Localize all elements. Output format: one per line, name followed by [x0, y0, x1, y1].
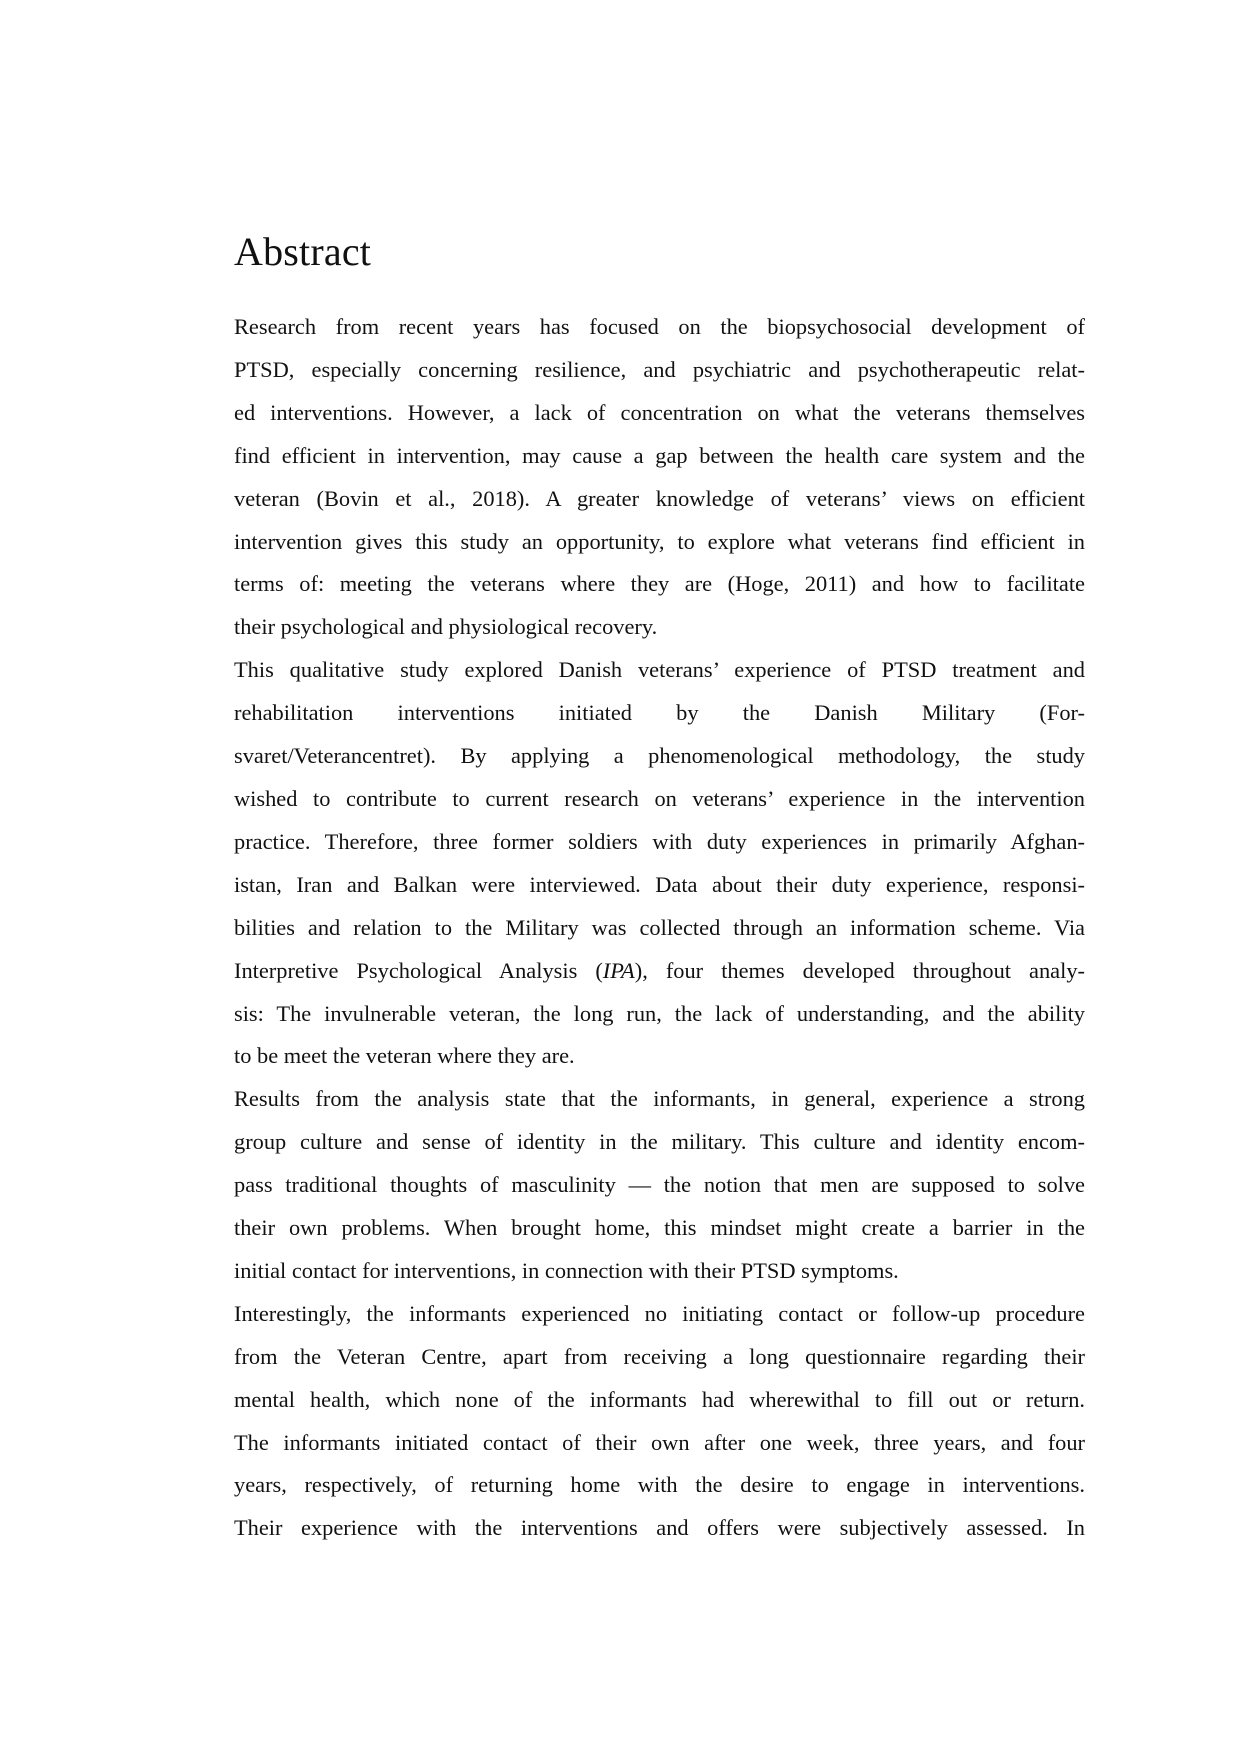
text-line: Results from the analysis state that the informants, in general, experience a strong	[234, 1086, 1085, 1112]
text-line: PTSD, especially concerning resilience, and psychiatric and psychotherapeutic relat-	[234, 356, 1085, 382]
text-line: terms of: meeting the veterans where they are (Hoge, 2011) and how to facilitate	[234, 571, 1085, 597]
text-line: years, respectively, of returning home with the desire to engage in interventions.	[234, 1472, 1085, 1498]
text-line: mental health, which none of the informants had wherewithal to fill out or return.	[234, 1386, 1085, 1412]
text-line: bilities and relation to the Military was collected through an information scheme. Via	[234, 914, 1085, 940]
text-line: This qualitative study explored Danish veterans’ experience of PTSD treatment and	[234, 657, 1085, 683]
text-line: intervention gives this study an opportunity, to explore what veterans find efficient in	[234, 528, 1085, 554]
text-line: find efficient in intervention, may cause a gap between the health care system and the	[234, 442, 1085, 468]
text-line: istan, Iran and Balkan were interviewed. Data about their duty experience, responsi-	[234, 871, 1085, 897]
text-line-ipa	[234, 950, 1085, 993]
text-line: svaret/Veterancentret). By applying a phenomenological methodology, the study	[234, 743, 1085, 769]
text-line: wished to contribute to current research on veterans’ experience in the intervention	[234, 785, 1085, 811]
abstract-paragraph-3	[234, 1078, 1085, 1293]
text-line: The informants initiated contact of their own after one week, three years, and four	[234, 1429, 1085, 1455]
text-line: sis: The invulnerable veteran, the long run, the lack of understanding, and the ability	[234, 1000, 1085, 1026]
text-line: Interestingly, the informants experienced no initiating contact or follow-up procedure	[234, 1300, 1085, 1326]
ipa-after-text: ), four themes developed throughout analy-	[634, 957, 1085, 983]
text-line: pass traditional thoughts of masculinity — the notion that men are supposed to solve	[234, 1172, 1085, 1198]
ipa-italic-text: IPA	[602, 957, 635, 983]
text-line: their own problems. When brought home, this mindset might create a barrier in the	[234, 1215, 1085, 1241]
text-line: group culture and sense of identity in the military. This culture and identity encom-	[234, 1129, 1085, 1155]
document-page	[234, 226, 1085, 1550]
text-line: veteran (Bovin et al., 2018). A greater knowledge of veterans’ views on efficient	[234, 485, 1085, 511]
abstract-paragraph-2	[234, 649, 1085, 1078]
text-line: Research from recent years has focused on the biopsychosocial development of	[234, 314, 1085, 339]
ipa-before-text: Interpretive Psychological Analysis (	[234, 957, 603, 983]
abstract-paragraph-4	[234, 1293, 1085, 1550]
abstract-heading: Abstract	[234, 229, 372, 274]
abstract-paragraph-1	[234, 306, 1085, 649]
text-line: ed interventions. However, a lack of concentration on what the veterans themselves	[234, 399, 1085, 425]
text-line: their psychological and physiological recovery.	[234, 614, 658, 640]
text-line: initial contact for interventions, in connection with their PTSD symptoms.	[234, 1257, 899, 1283]
text-line: rehabilitation interventions initiated by the Danish Military (For-	[234, 700, 1085, 726]
text-line: practice. Therefore, three former soldiers with duty experiences in primarily Afghan-	[234, 828, 1085, 854]
text-line: from the Veteran Centre, apart from receiving a long questionnaire regarding their	[234, 1343, 1085, 1369]
text-line: Their experience with the interventions and offers were subjectively assessed. In	[234, 1515, 1085, 1541]
text-line: to be meet the veteran where they are.	[234, 1043, 575, 1069]
